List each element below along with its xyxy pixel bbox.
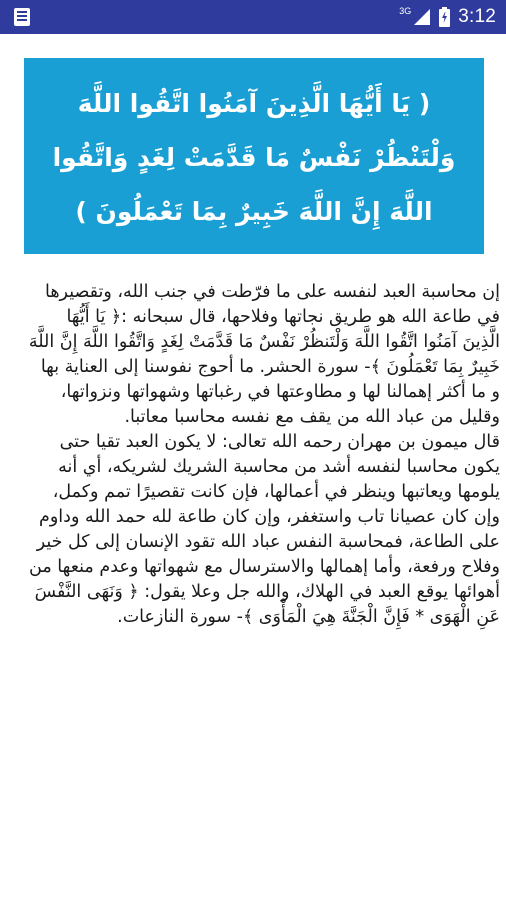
verse-banner <box>24 58 484 254</box>
article-paragraph: إن محاسبة العبد لنفسه على ما فرّطت في جنب الله، وتقصيرها في طاعة الله هو طريق نجاتها وفلاحها، قال سبحانه :﴿ يَا أَيُّهَا الَّذِينَ آمَنُوا اتَّقُوا اللَّهَ وَلْتَنظُرْ نَفْسٌ مَا قَدَّمَتْ لِغَدٍ وَاتَّقُوا اللَّهَ إِنَّ اللَّهَ خَبِيرٌ بِمَا تَعْمَلُونَ ﴾- سورة الحشر. ما أحوج نفوسنا إلى العناية بها و ما أكثر إهمالنا لها و مطاوعتها في رغباتها وشهواتها ونزواتها، وقليل من عباد الله من يقف مع نفسه محاسبا معاتبا. <box>28 282 500 427</box>
status-bar <box>0 0 506 34</box>
signal-icon <box>413 8 431 26</box>
battery-icon <box>439 7 450 27</box>
notification-icon <box>14 8 30 26</box>
network-type-label: 3G <box>399 6 412 16</box>
verse-text: ( يَا أَيُّهَا الَّذِينَ آمَنُوا اتَّقُوا اللَّهَ وَلْتَنْظُرْ نَفْسٌ مَا قَدَّمَتْ لِغَدٍ وَاتَّقُوا اللَّهَ إِنَّ اللَّهَ خَبِيرٌ بِمَا تَعْمَلُونَ ) <box>52 89 456 226</box>
status-bar-right <box>399 0 496 34</box>
article-paragraph: قال ميمون بن مهران رحمه الله تعالى: لا يكون العبد تقيا حتى يكون محاسبا لنفسه أشد من محاسبة الشريك لشريكه، أي أنه يلومها ويعاتبها وينظر في أعمالها، فإن كانت تقصيرًا تمم وكمل، وإن كان عصيانا تاب واستغفر، وإن كان طاعة لله حمد الله وداوم على الطاعة، فمحاسبة النفس عباد الله تقود الإنسان إلى كل خير وفلاح ورفعة، وأما إهمالها والاسترسال مع شهواتها وعدم منعها من أهوائها يوقع العبد في الهلاك، والله جل وعلا يقول: ﴿ وَنَهَى النَّفْسَ عَنِ الْهَوَى * فَإِنَّ الْجَنَّةَ هِيَ الْمَأْوَى ﴾- سورة النازعات. <box>29 432 500 627</box>
article-body <box>28 280 500 840</box>
status-clock: 3:12 <box>458 6 496 27</box>
